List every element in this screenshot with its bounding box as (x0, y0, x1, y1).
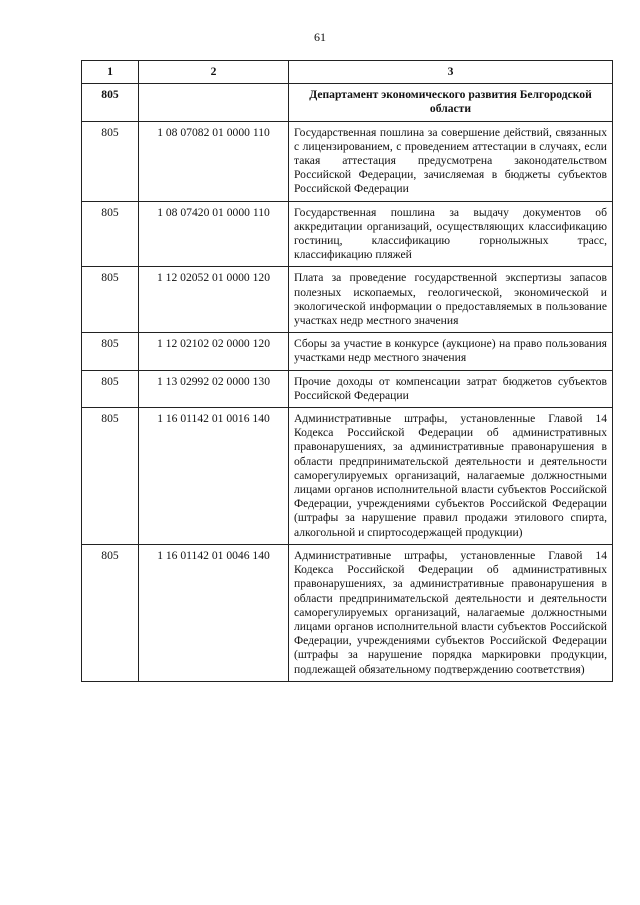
admin-code-cell: 805 (82, 201, 139, 267)
classification-code-cell: 1 16 01142 01 0016 140 (139, 408, 289, 545)
page-number: 61 (314, 30, 326, 44)
description-cell: Государственная пошлина за совершение действий, связанных с лицензированием, с проведением аттестации в случаях, если такая аттестация предусмотрена законодательством Российской Федерации, зачисляемая в бюджеты субъектов Российской Федерации (289, 121, 613, 201)
description-cell: Государственная пошлина за выдачу документов об аккредитации организаций, осуществляющих классификацию гостиниц, классификацию горнолыжных трасс, классификацию пляжей (289, 201, 613, 267)
table-row (82, 370, 613, 407)
table-row (82, 544, 613, 681)
classification-code-cell: 1 08 07420 01 0000 110 (139, 201, 289, 267)
classification-code-cell: 1 13 02992 02 0000 130 (139, 370, 289, 407)
admin-code-cell: 805 (82, 84, 139, 121)
classification-code-cell: 1 08 07082 01 0000 110 (139, 121, 289, 201)
table-row-department (82, 84, 613, 121)
description-cell: Плата за проведение государственной экспертизы запасов полезных ископаемых, геологической, экономической и экологической информации о предоставляемых в пользование участках недр местного значения (289, 267, 613, 333)
column-header-2: 2 (139, 61, 289, 84)
classification-code-cell: 1 12 02052 01 0000 120 (139, 267, 289, 333)
admin-code-cell: 805 (82, 121, 139, 201)
revenue-codes-table (81, 60, 613, 682)
admin-code-cell: 805 (82, 333, 139, 370)
table-row (82, 121, 613, 201)
table-row (82, 333, 613, 370)
description-cell: Административные штрафы, установленные Главой 14 Кодекса Российской Федерации об административных правонарушениях, за административные правонарушения в области предпринимательской деятельности и деятельности саморегулируемых организаций, налагаемые должностными лицами органов исполнительной власти субъектов Российской Федерации, учреждениями субъектов Российской Федерации (штрафы за нарушение правил продажи этилового спирта, алкогольной и спиртосодержащей продукции) (289, 408, 613, 545)
department-name-cell: Департамент экономического развития Белгородской области (289, 84, 613, 121)
admin-code-cell: 805 (82, 544, 139, 681)
classification-code-cell (139, 84, 289, 121)
table-header-row (82, 61, 613, 84)
column-header-1: 1 (82, 61, 139, 84)
table-row (82, 408, 613, 545)
column-header-3: 3 (289, 61, 613, 84)
classification-code-cell: 1 16 01142 01 0046 140 (139, 544, 289, 681)
description-cell: Административные штрафы, установленные Главой 14 Кодекса Российской Федерации об административных правонарушениях, за административные правонарушения в области предпринимательской деятельности и деятельности саморегулируемых организаций, налагаемые должностными лицами органов исполнительной власти субъектов Российской Федерации, учреждениями субъектов Российской Федерации (штрафы за нарушение порядка маркировки продукции, подлежащей обязательному подтверждению соответствия) (289, 544, 613, 681)
admin-code-cell: 805 (82, 267, 139, 333)
classification-code-cell: 1 12 02102 02 0000 120 (139, 333, 289, 370)
admin-code-cell: 805 (82, 408, 139, 545)
description-cell: Сборы за участие в конкурсе (аукционе) на право пользования участками недр местного значения (289, 333, 613, 370)
table-row (82, 267, 613, 333)
admin-code-cell: 805 (82, 370, 139, 407)
description-cell: Прочие доходы от компенсации затрат бюджетов субъектов Российской Федерации (289, 370, 613, 407)
table-row (82, 201, 613, 267)
